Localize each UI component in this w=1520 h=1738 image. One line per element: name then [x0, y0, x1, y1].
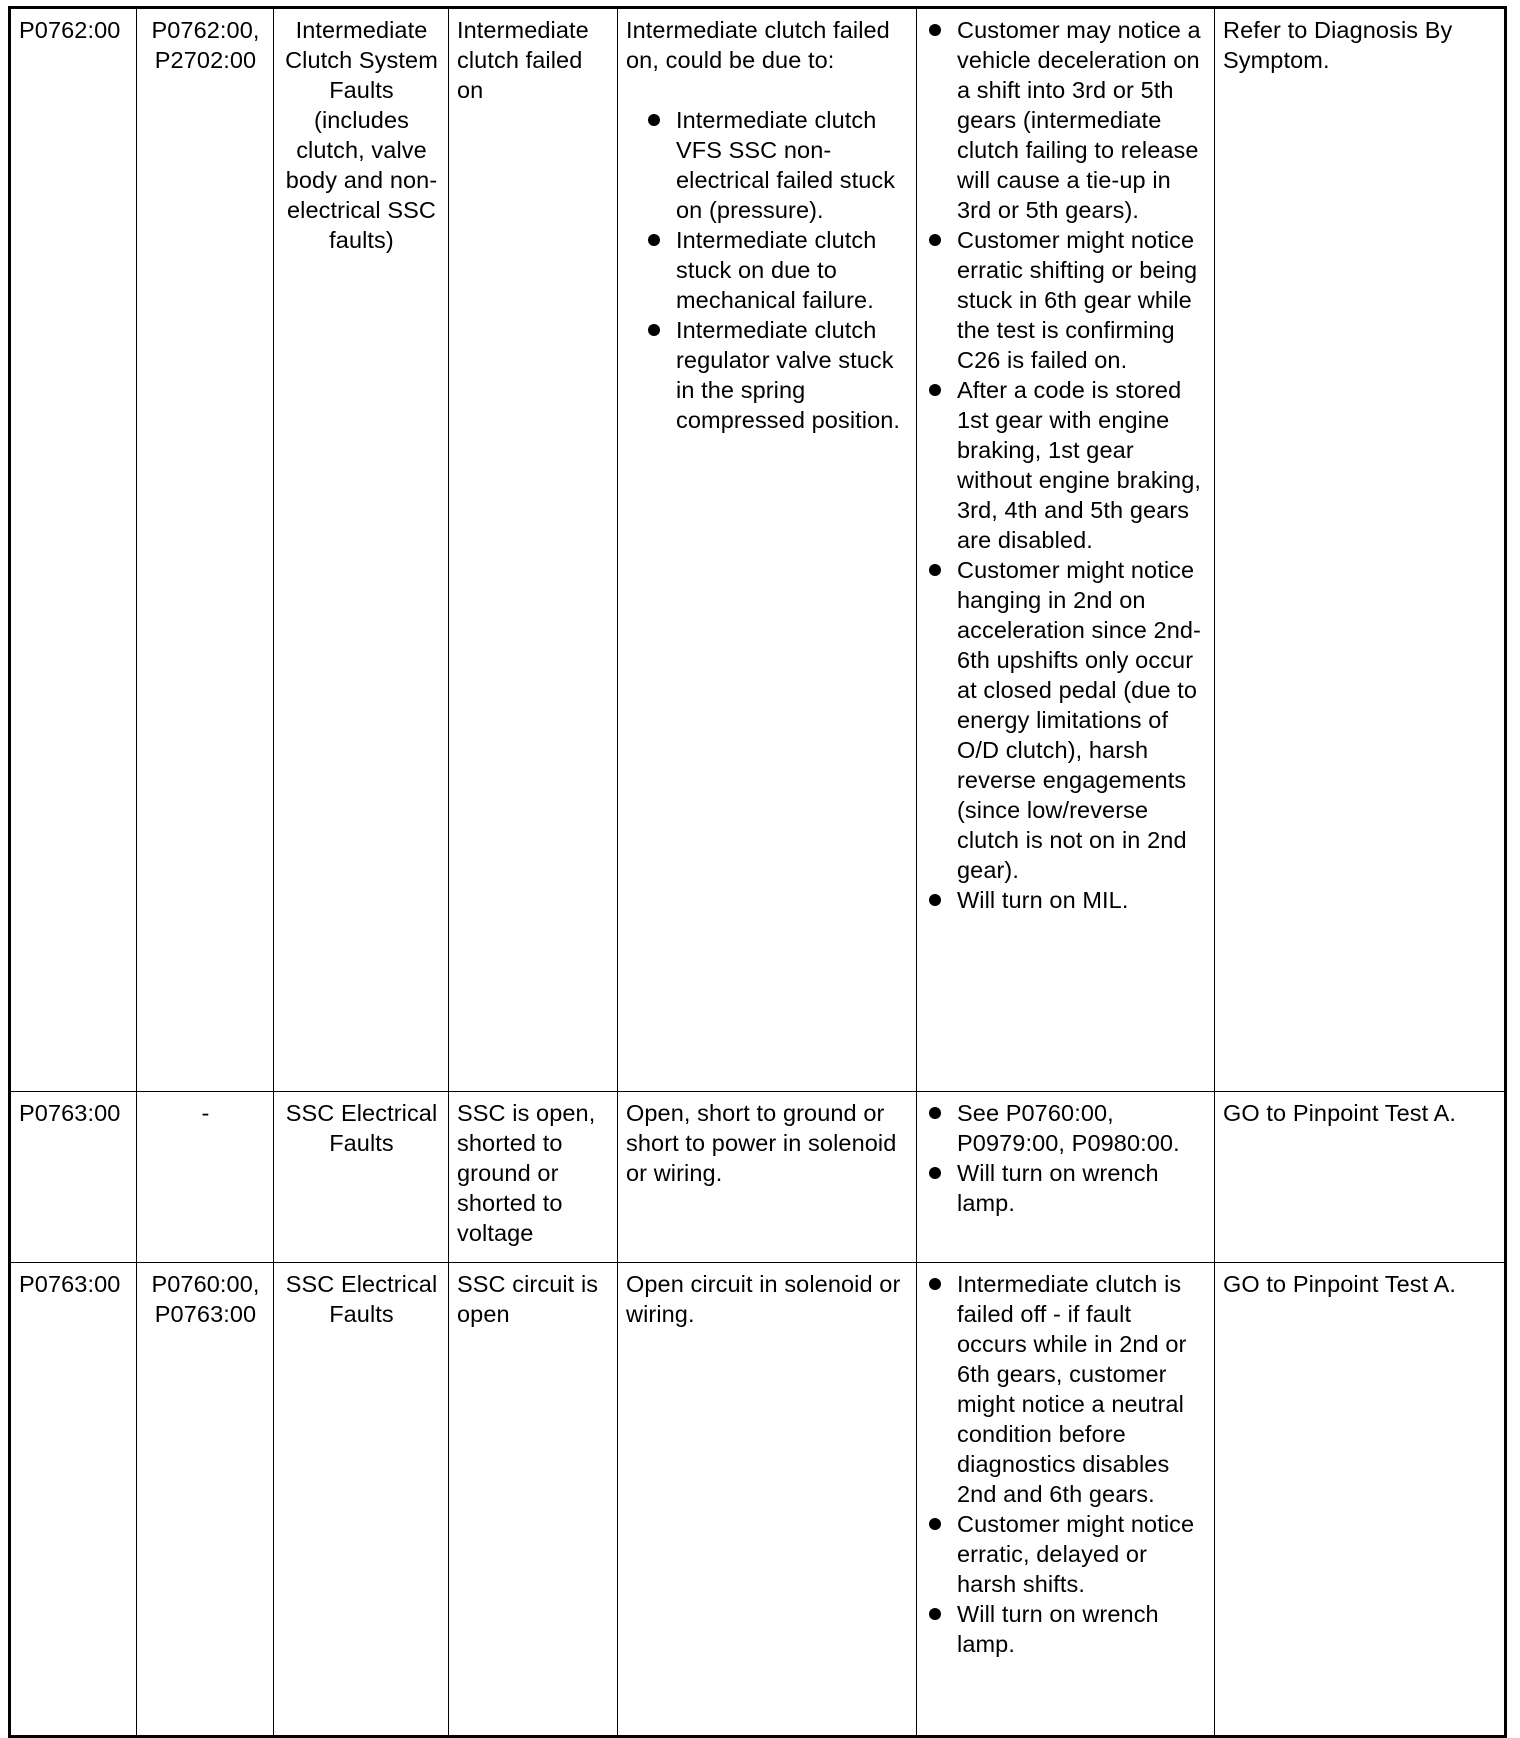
table-row	[10, 1263, 1506, 1737]
action-cell: GO to Pinpoint Test A.	[1215, 1092, 1506, 1263]
description-cell: SSC circuit is open	[449, 1263, 618, 1737]
related-codes-cell: P0760:00, P0763:00	[137, 1263, 274, 1737]
description-cell: Intermediate clutch failed on	[449, 8, 618, 1092]
list-item: Customer might notice erratic shifting or being stuck in 6th gear while the test is confirming C26 is failed on.	[925, 225, 1207, 375]
symptom-list	[925, 15, 1207, 915]
dtc-code-cell: P0763:00	[10, 1263, 137, 1737]
description-cell: SSC is open, shorted to ground or shorted to voltage	[449, 1092, 618, 1263]
symptoms-cell	[917, 1092, 1215, 1263]
system-cell: SSC Electrical Faults	[274, 1092, 449, 1263]
list-item: Intermediate clutch is failed off - if fault occurs while in 2nd or 6th gears, customer might notice a neutral condition before diagnostics disables 2nd and 6th gears.	[925, 1269, 1207, 1509]
list-item: Will turn on wrench lamp.	[925, 1158, 1207, 1218]
list-item: Customer may notice a vehicle deceleration on a shift into 3rd or 5th gears (intermediate clutch failing to release will cause a tie-up in 3rd or 5th gears).	[925, 15, 1207, 225]
symptom-list	[925, 1269, 1207, 1659]
system-cell: Intermediate Clutch System Faults (includes clutch, valve body and non-electrical SSC faults)	[274, 8, 449, 1092]
cause-intro: Intermediate clutch failed on, could be due to:	[626, 17, 890, 73]
table-row	[10, 1092, 1506, 1263]
action-cell: GO to Pinpoint Test A.	[1215, 1263, 1506, 1737]
list-item: Customer might notice hanging in 2nd on acceleration since 2nd-6th upshifts only occur at closed pedal (due to energy limitations of O/D clutch), harsh reverse engagements (since low/reverse clutch is not on in 2nd gear).	[925, 555, 1207, 885]
list-item: Will turn on wrench lamp.	[925, 1599, 1207, 1659]
symptom-list	[925, 1098, 1207, 1218]
dtc-code-cell: P0763:00	[10, 1092, 137, 1263]
possible-causes-cell: Open circuit in solenoid or wiring.	[618, 1263, 917, 1737]
symptoms-cell	[917, 1263, 1215, 1737]
cause-list	[626, 105, 909, 435]
action-cell: Refer to Diagnosis By Symptom.	[1215, 8, 1506, 1092]
list-item: Customer might notice erratic, delayed or harsh shifts.	[925, 1509, 1207, 1599]
related-codes-cell: -	[137, 1092, 274, 1263]
list-item: See P0760:00, P0979:00, P0980:00.	[925, 1098, 1207, 1158]
related-codes-cell: P0762:00, P2702:00	[137, 8, 274, 1092]
dtc-table	[8, 6, 1507, 1738]
symptoms-cell	[917, 8, 1215, 1092]
list-item: Intermediate clutch regulator valve stuck in the spring compressed position.	[644, 315, 909, 435]
table-row	[10, 8, 1506, 1092]
system-cell: SSC Electrical Faults	[274, 1263, 449, 1737]
list-item: Intermediate clutch VFS SSC non-electrical failed stuck on (pressure).	[644, 105, 909, 225]
possible-causes-cell	[618, 8, 917, 1092]
list-item: Intermediate clutch stuck on due to mechanical failure.	[644, 225, 909, 315]
list-item: After a code is stored 1st gear with engine braking, 1st gear without engine braking, 3rd, 4th and 5th gears are disabled.	[925, 375, 1207, 555]
possible-causes-cell: Open, short to ground or short to power in solenoid or wiring.	[618, 1092, 917, 1263]
list-item: Will turn on MIL.	[925, 885, 1207, 915]
dtc-code-cell: P0762:00	[10, 8, 137, 1092]
